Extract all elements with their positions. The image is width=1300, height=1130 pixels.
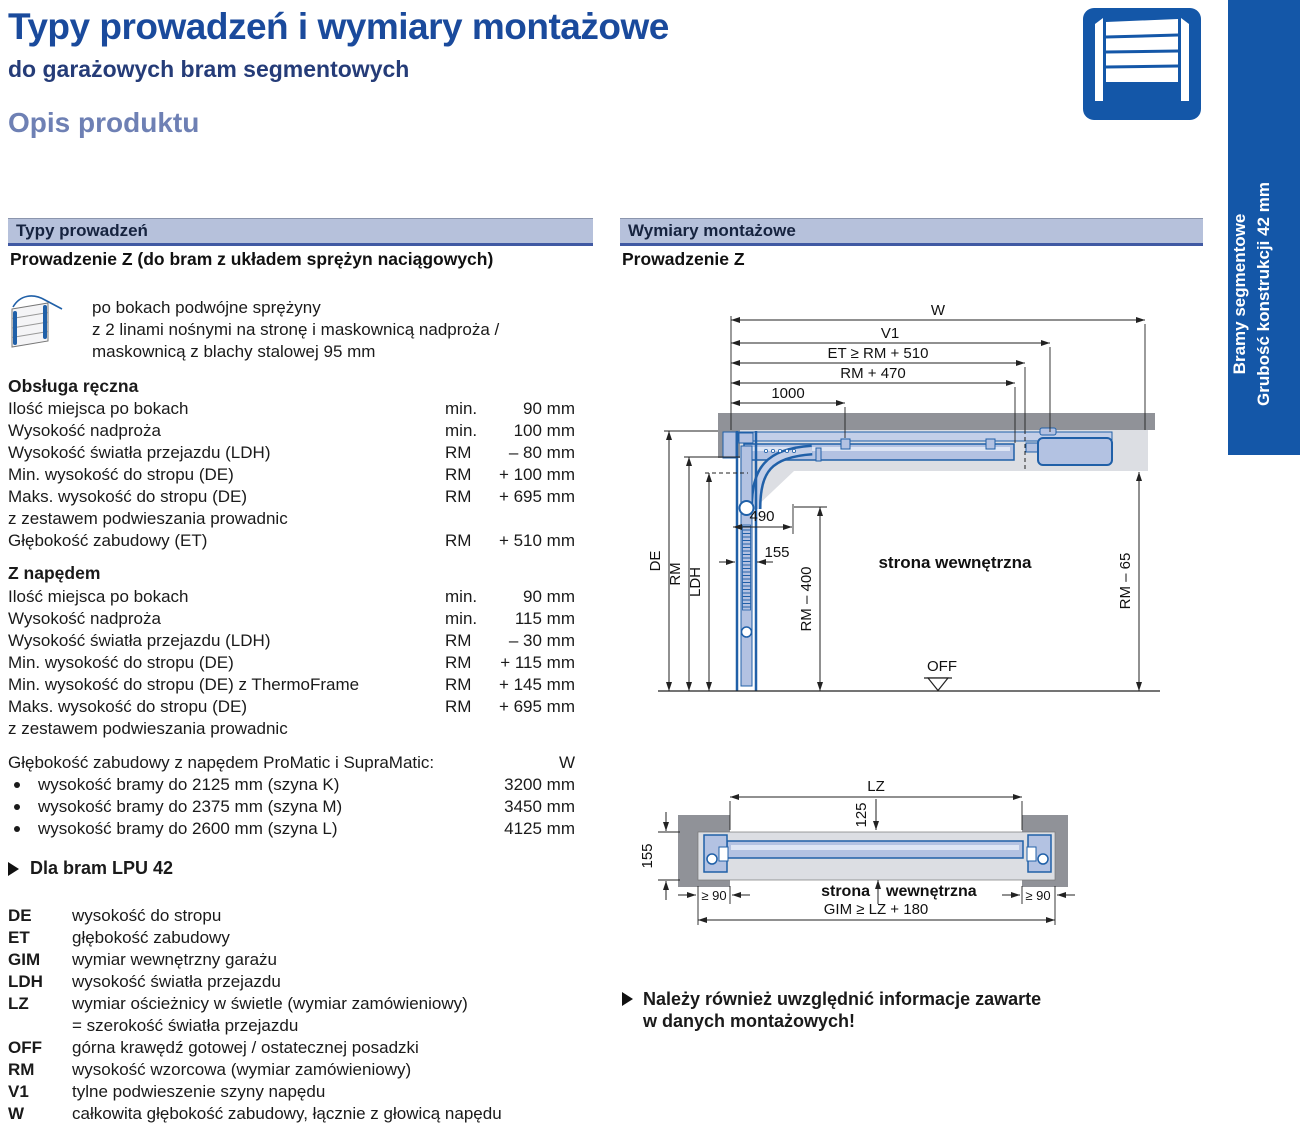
depth-block (8, 752, 577, 840)
legend-row (8, 1059, 577, 1081)
section-title: Opis produktu (8, 106, 200, 138)
installation-drawing-plan-view (620, 768, 1205, 958)
page-subtitle: do garażowych bram segmentowych (8, 55, 410, 82)
row-label: Wysokość światła przejazdu (LDH) (8, 631, 271, 650)
row-value: 115 mm (514, 609, 575, 628)
table-row (8, 718, 577, 740)
legend-def: tylne podwieszenie szyny napędu (72, 1082, 326, 1101)
row-ref: RM (445, 697, 472, 716)
legend-row (8, 1015, 577, 1037)
sectional-door-icon (1083, 8, 1201, 125)
row-value (495, 718, 577, 740)
left-section-bar (8, 218, 593, 246)
dim-label-de: DE (647, 550, 664, 572)
legend-def: wysokość wzorcowa (wymiar zamówieniowy) (72, 1060, 412, 1079)
row-value: 90 mm (523, 587, 575, 606)
door-with-tension-springs-icon (2, 294, 66, 361)
dim-label-ldh: LDH (687, 566, 704, 598)
legend-row (8, 905, 577, 927)
table-row (8, 674, 577, 696)
table-row (8, 508, 577, 530)
legend-def: wymiar wewnętrzny garażu (72, 950, 278, 969)
dim-label-90-right: ≥ 90 (1025, 888, 1051, 903)
triangle-bullet-icon (8, 862, 19, 876)
table-row (8, 398, 577, 420)
dim-label-90-left: ≥ 90 (701, 888, 727, 903)
legend-row (8, 949, 577, 971)
dim-label-rm65: RM – 65 (1117, 552, 1134, 610)
row-value: – 30 mm (508, 631, 575, 650)
table-row (8, 630, 577, 652)
legend-row (8, 1037, 577, 1059)
legend-def: górna krawędź gotowej / ostatecznej posadzki (72, 1038, 419, 1057)
label-off: OFF (927, 658, 957, 675)
row-ref: RM (445, 631, 472, 650)
legend-term: DE (8, 906, 32, 925)
row-label: Ilość miejsca po bokach (8, 399, 189, 418)
table-row (8, 486, 577, 508)
row-value: + 695 mm (498, 697, 575, 716)
legend-term (8, 1015, 72, 1037)
depth-item (8, 818, 577, 840)
row-ref: min. (445, 609, 478, 628)
row-value: – 80 mm (508, 443, 575, 462)
row-label: Maks. wysokość do stropu (DE) (8, 697, 248, 716)
ceiling (718, 413, 1155, 430)
depth-item-value: 3200 mm (504, 775, 575, 794)
row-label: Wysokość światła przejazdu (LDH) (8, 443, 271, 462)
legend-term: LZ (8, 994, 29, 1013)
edge-tab-line1: Bramy segmentowe (1230, 213, 1249, 375)
row-label: Maks. wysokość do stropu (DE) (8, 487, 248, 506)
operator-head (1038, 438, 1112, 465)
tension-spring (743, 525, 751, 610)
intro-line3: maskownicą z blachy stalowej 95 mm (92, 342, 376, 361)
legend-row (8, 1103, 577, 1125)
dim-label-rm: RM (667, 562, 684, 586)
depth-item-value: 4125 mm (504, 819, 575, 838)
right-section-bar (620, 218, 1203, 246)
legend-term: V1 (8, 1082, 29, 1101)
table-row (8, 652, 577, 674)
row-value: 90 mm (523, 399, 575, 418)
row-label: z zestawem podwieszania prowadnic (8, 509, 288, 528)
depth-item-value: 3450 mm (504, 797, 575, 816)
table-row (8, 442, 577, 464)
legend-def: wysokość światła przejazdu (72, 972, 281, 991)
powered-section-title: Z napędem (8, 563, 101, 583)
legend-row (8, 971, 577, 993)
bullet-dot-icon (8, 818, 38, 840)
roller (742, 627, 752, 637)
title-block (8, 8, 1008, 139)
legend-term: RM (8, 1060, 35, 1079)
legend-term: LDH (8, 972, 43, 991)
table-row (8, 420, 577, 442)
table-row (8, 608, 577, 630)
legend-def: wysokość do stropu (72, 906, 222, 925)
depth-item-label: wysokość bramy do 2125 mm (szyna K) (38, 775, 340, 794)
row-ref: RM (445, 531, 472, 550)
top-roller-bracket (739, 433, 753, 443)
right-subheader: Prowadzenie Z (622, 249, 745, 269)
row-label: Głębokość zabudowy (ET) (8, 531, 208, 550)
dim-label-490: 490 (749, 508, 775, 525)
depth-item-label: wysokość bramy do 2375 mm (szyna M) (38, 797, 343, 816)
row-ref: min. (445, 421, 478, 440)
row-value: + 695 mm (498, 487, 575, 506)
footer-note-line1: Należy również uwzględnić informacje zawarte (643, 989, 1042, 1009)
depth-intro: Głębokość zabudowy z napędem ProMatic i SupraMatic: (8, 753, 435, 772)
dim-label-rm470: RM + 470 (840, 365, 906, 382)
triangle-bullet-icon (622, 992, 633, 1006)
row-ref (445, 718, 495, 740)
sectional-door-icon-svg (1083, 8, 1201, 120)
legend-term: ET (8, 928, 30, 947)
legend-def: całkowita głębokość zabudowy, łącznie z głowicą napędu (72, 1104, 502, 1123)
left-subheader: Prowadzenie Z (do bram z układem sprężyn naciągowych) (10, 249, 494, 269)
legend-def: = szerokość światła przejazdu (72, 1016, 299, 1035)
depth-intro-value: W (558, 753, 575, 772)
bullet-dot-icon (8, 774, 38, 796)
right-section-bar-label: Wymiary montażowe (628, 221, 796, 240)
row-ref: RM (445, 443, 472, 462)
row-ref: RM (445, 465, 472, 484)
row-label: Min. wysokość do stropu (DE) z ThermoFrame (8, 675, 360, 694)
row-label: Wysokość nadproża (8, 421, 161, 440)
edge-tab-line2: Grubość konstrukcji 42 mm (1254, 182, 1273, 406)
side-bracket-right (1027, 835, 1051, 872)
lpu-note (8, 858, 173, 879)
door-panel-highlight (731, 845, 1019, 850)
manual-table (8, 398, 577, 552)
row-ref: RM (445, 675, 472, 694)
dim-label-w: W (930, 302, 946, 319)
row-value: + 145 mm (498, 675, 575, 694)
dim-label-v1: V1 (880, 325, 900, 342)
legend-row (8, 1081, 577, 1103)
row-ref: RM (445, 487, 472, 506)
page-title: Typy prowadzeń i wymiary montażowe (8, 6, 669, 47)
track-hanger (841, 439, 850, 449)
label-inner-side-2: wewnętrzna (886, 883, 977, 900)
rail-suspension-clip (1040, 428, 1056, 435)
row-value: + 510 mm (498, 531, 575, 550)
footer-note (622, 988, 1122, 1032)
intro-text (92, 297, 584, 363)
row-label: Wysokość nadproża (8, 609, 161, 628)
dim-label-125: 125 (853, 802, 870, 828)
floor-level-icon (924, 678, 952, 691)
row-value (495, 508, 577, 530)
row-label: z zestawem podwieszania prowadnic (8, 719, 288, 738)
legend-row (8, 927, 577, 949)
side-bracket-left (704, 835, 728, 872)
depth-item-label: wysokość bramy do 2600 mm (szyna L) (38, 819, 338, 838)
bullet-dot-icon (8, 796, 38, 818)
depth-item (8, 774, 577, 796)
row-ref: RM (445, 653, 472, 672)
left-section-bar-label: Typy prowadzeń (16, 221, 148, 240)
dim-label-lz: LZ (867, 778, 885, 795)
intro-line1: po bokach podwójne sprężyny (92, 298, 321, 317)
lpu-note-label: Dla bram LPU 42 (30, 858, 174, 878)
frame-angle (723, 432, 736, 458)
footer-note-line2: w danych montażowych! (643, 1011, 856, 1031)
depth-intro-row (8, 752, 577, 774)
track-hanger (986, 439, 995, 449)
row-value: + 115 mm (500, 653, 575, 672)
dim-label-gim: GIM ≥ LZ + 180 (823, 901, 929, 918)
powered-table (8, 586, 577, 740)
legend-term: GIM (8, 950, 41, 969)
installation-drawing-side-view (620, 280, 1205, 755)
row-ref (445, 508, 495, 530)
row-label: Ilość miejsca po bokach (8, 587, 189, 606)
dim-label-155: 155 (639, 843, 656, 869)
dim-label-155: 155 (764, 544, 790, 561)
row-label: Min. wysokość do stropu (DE) (8, 653, 234, 672)
intro-line2: z 2 linami nośnymi na stronę i maskownicą nadproża / (92, 320, 500, 339)
dim-label-1000: 1000 (771, 385, 805, 402)
row-label: Min. wysokość do stropu (DE) (8, 465, 234, 484)
row-ref: min. (445, 399, 478, 418)
label-inner-side-1: strona (821, 883, 870, 900)
depth-item (8, 796, 577, 818)
edge-tab-text (1228, 74, 1300, 514)
label-inner-side: strona wewnętrzna (878, 553, 1032, 572)
table-row (8, 586, 577, 608)
dim-label-et: ET ≥ RM + 510 (827, 345, 929, 362)
table-row (8, 696, 577, 718)
row-value: 100 mm (513, 421, 575, 440)
legend-term: OFF (8, 1038, 42, 1057)
legend-def: głębokość zabudowy (72, 928, 230, 947)
legend-term: W (8, 1104, 25, 1123)
dim-label-rm400: RM – 400 (798, 566, 815, 632)
table-row (8, 530, 577, 552)
table-row (8, 464, 577, 486)
row-ref: min. (445, 587, 478, 606)
row-value: + 100 mm (498, 465, 575, 484)
legend-def: wymiar ościeżnicy w świetle (wymiar zamówieniowy) (72, 994, 468, 1013)
legend (8, 905, 577, 1125)
hanging-bracket (816, 448, 821, 461)
manual-section-title: Obsługa ręczna (8, 376, 139, 396)
legend-row (8, 993, 577, 1015)
